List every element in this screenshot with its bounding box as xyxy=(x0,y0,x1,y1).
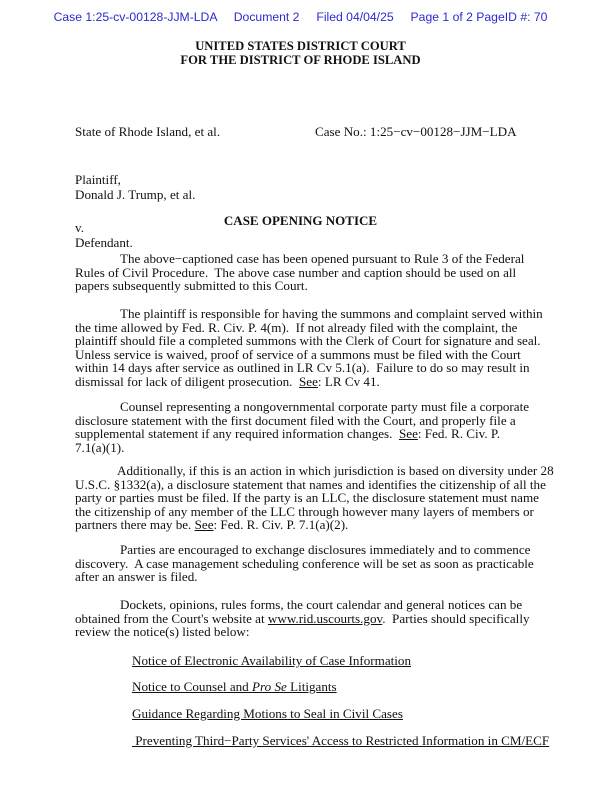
paragraph-line xyxy=(75,570,534,584)
plaintiff-name: State of Rhode Island, et al. xyxy=(75,124,221,139)
paragraph-line xyxy=(75,252,524,266)
paragraph-line xyxy=(75,334,543,348)
paragraph-line xyxy=(75,427,529,441)
paragraph xyxy=(75,543,534,584)
text-segment: dismissal for lack of diligent prosecution. xyxy=(75,373,300,389)
paragraph-line xyxy=(75,266,524,280)
text-segment: the time allowed by Fed. R. Civ. P. 4(m). If not already filed with the complaint, the xyxy=(75,319,518,335)
text-segment: plaintiff should file a completed summons with the Clerk of Court for signature and seal. xyxy=(75,333,541,349)
paragraph-line xyxy=(75,518,554,532)
defendant-name: Donald J. Trump, et al. xyxy=(75,187,196,202)
text-segment: The above−captioned case has been opened pursuant to Rule 3 of the Federal xyxy=(120,251,525,266)
text-segment: discovery. A case management scheduling conference will be set as soon as practicable xyxy=(75,555,534,571)
paragraph xyxy=(75,400,529,454)
text-segment: within 14 days after service as outlined in LR Cv 5.1(a). Failure to do so may result in xyxy=(75,360,530,376)
notice-link[interactable] xyxy=(132,653,411,669)
text-segment: . Parties should specifically xyxy=(382,610,530,626)
text-segment: Notice to Counsel and xyxy=(132,679,253,694)
paragraph-line xyxy=(75,441,529,455)
text-segment: U.S.C. §1332(a), a disclosure statement that names and identifies the citizenship of all the xyxy=(75,476,546,492)
paragraph-line xyxy=(75,612,530,626)
paragraph-line xyxy=(75,321,543,335)
court-district: FOR THE DISTRICT OF RHODE ISLAND xyxy=(180,53,421,67)
paragraph-line xyxy=(75,414,529,428)
notice-title: CASE OPENING NOTICE xyxy=(223,213,378,228)
paragraph-line xyxy=(75,464,554,478)
paragraph xyxy=(75,307,543,389)
paragraph xyxy=(75,252,524,293)
underlined-text: See xyxy=(299,373,318,389)
text-segment: 7.1(a)(1). xyxy=(75,439,125,455)
text-segment: review the notice(s) listed below: xyxy=(75,624,250,640)
text-segment: papers subsequently submitted to this Court. xyxy=(75,278,308,294)
paragraph-line xyxy=(75,505,554,519)
text-segment: : LR Cv 41. xyxy=(317,373,380,389)
text-segment: Dockets, opinions, rules forms, the court calendar and general notices can be xyxy=(120,597,523,612)
notice-link[interactable] xyxy=(132,679,337,695)
text-segment: : Fed. R. Civ. P. 7.1(a)(2). xyxy=(213,517,349,533)
paragraph-line xyxy=(75,279,524,293)
text-segment: Additionally, if this is an action in which jurisdiction is based on diversity under 28 xyxy=(117,463,554,478)
text-segment: the citizenship of any member of the LLC through however many layers of members or xyxy=(75,503,534,519)
text-segment: party or parties must be filed. If the party is an LLC, the disclosure statement must name xyxy=(75,490,539,506)
plaintiff-role: Plaintiff, xyxy=(75,172,121,187)
text-segment: : Fed. R. Civ. P. xyxy=(417,426,500,442)
paragraph-line xyxy=(75,625,530,639)
paragraph-line xyxy=(75,400,529,414)
text-segment: after an answer is filed. xyxy=(75,569,198,585)
paragraph xyxy=(75,598,530,639)
text-segment: disclosure statement with the first document filed with the Court, and properly file a xyxy=(75,412,516,428)
text-segment: supplemental statement if any required information changes. xyxy=(75,426,399,442)
versus: v. xyxy=(75,220,84,235)
paragraph-line xyxy=(75,348,543,362)
text-segment: Preventing Third−Party Services' Access to Restricted Information in CM/ECF xyxy=(132,733,550,748)
paragraph-line xyxy=(75,478,554,492)
paragraph-line xyxy=(75,361,543,375)
underlined-text: See xyxy=(194,517,214,533)
filing-stamp: Case 1:25-cv-00128-JJM-LDA Document 2 Filed 04/04/25 Page 1 of 2 PageID #: 70 xyxy=(53,10,548,24)
italic-text: Pro Se xyxy=(252,679,287,694)
text-segment: The plaintiff is responsible for having the summons and complaint served within xyxy=(120,306,543,321)
text-segment: Guidance Regarding Motions to Seal in Civil Cases xyxy=(132,706,403,721)
paragraph xyxy=(75,464,554,532)
court-name: UNITED STATES DISTRICT COURT xyxy=(195,39,406,53)
text-segment: obtained from the Court's website at xyxy=(75,610,268,626)
text-segment: Parties are encouraged to exchange disclosures immediately and to commence xyxy=(120,542,531,557)
text-segment: Counsel representing a nongovernmental corporate party must file a corporate xyxy=(120,399,530,414)
paragraph-line xyxy=(75,491,554,505)
paragraph-line xyxy=(75,557,534,571)
paragraph-line xyxy=(75,543,534,557)
notice-link[interactable] xyxy=(132,706,403,722)
underlined-text[interactable]: www.rid.uscourts.gov xyxy=(267,610,383,626)
text-segment: Unless service is waived, proof of service of a summons must be filed with the Court xyxy=(75,346,521,362)
defendant-role: Defendant. xyxy=(75,235,133,250)
paragraph-line xyxy=(75,375,543,389)
notice-link[interactable] xyxy=(132,733,549,749)
underlined-text: See xyxy=(398,426,418,442)
text-segment: Litigants xyxy=(286,679,337,694)
text-segment: partners there may be. xyxy=(75,517,195,533)
case-number: Case No.: 1:25−cv−00128−JJM−LDA xyxy=(315,124,517,139)
paragraph-line xyxy=(75,598,530,612)
paragraph-line xyxy=(75,307,543,321)
text-segment: Rules of Civil Procedure. The above case number and caption should be used on all xyxy=(75,264,517,280)
text-segment: Notice of Electronic Availability of Case Information xyxy=(132,653,412,668)
